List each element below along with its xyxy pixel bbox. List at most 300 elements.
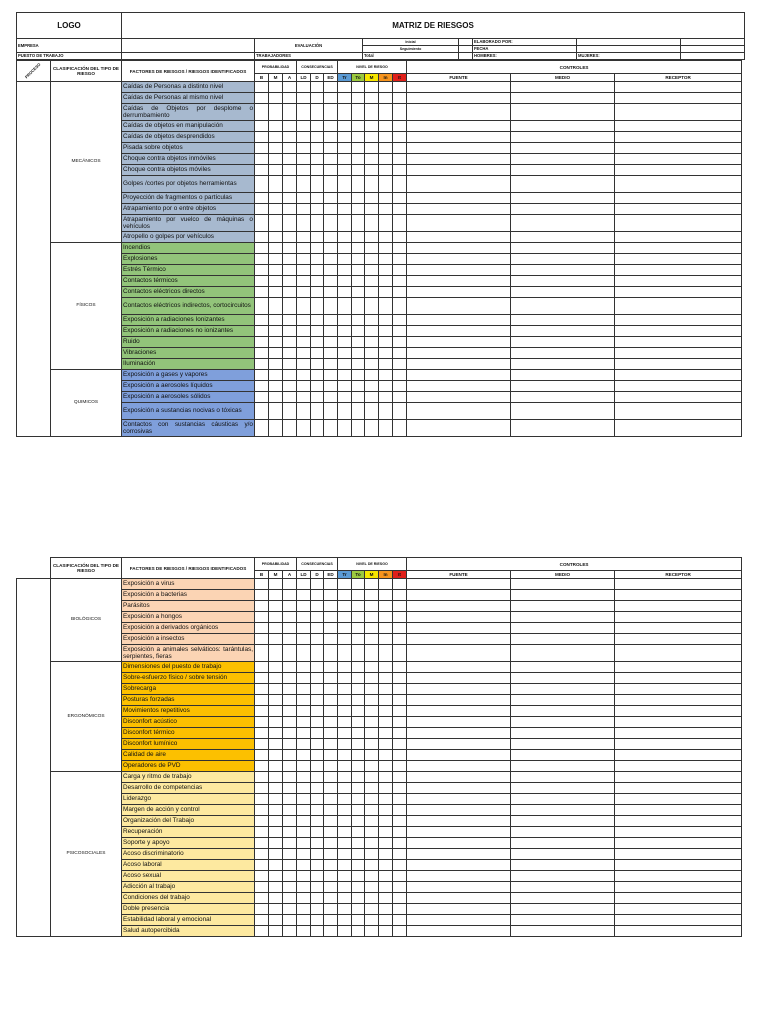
- rating-cell[interactable]: [297, 673, 311, 684]
- rating-cell[interactable]: [365, 215, 379, 232]
- rating-cell[interactable]: [338, 132, 352, 143]
- rating-cell[interactable]: [352, 154, 365, 165]
- rating-cell[interactable]: [283, 104, 297, 121]
- control-medio-cell[interactable]: [511, 623, 615, 634]
- rating-cell[interactable]: [297, 750, 311, 761]
- control-receptor-cell[interactable]: [615, 893, 742, 904]
- rating-cell[interactable]: [269, 728, 283, 739]
- rating-cell[interactable]: [255, 750, 269, 761]
- elaborado-field[interactable]: [577, 39, 681, 46]
- control-fuente-cell[interactable]: [407, 915, 511, 926]
- rating-cell[interactable]: [255, 243, 269, 254]
- rating-cell[interactable]: [365, 143, 379, 154]
- rating-cell[interactable]: [269, 772, 283, 783]
- rating-cell[interactable]: [338, 882, 352, 893]
- rating-cell[interactable]: [297, 871, 311, 882]
- rating-cell[interactable]: [297, 243, 311, 254]
- rating-cell[interactable]: [255, 215, 269, 232]
- rating-cell[interactable]: [311, 590, 324, 601]
- control-receptor-cell[interactable]: [615, 193, 742, 204]
- rating-cell[interactable]: [255, 634, 269, 645]
- control-receptor-cell[interactable]: [615, 104, 742, 121]
- rating-cell[interactable]: [297, 232, 311, 243]
- rating-cell[interactable]: [365, 315, 379, 326]
- rating-cell[interactable]: [297, 326, 311, 337]
- control-receptor-cell[interactable]: [615, 359, 742, 370]
- rating-cell[interactable]: [379, 783, 393, 794]
- rating-cell[interactable]: [379, 254, 393, 265]
- rating-cell[interactable]: [311, 204, 324, 215]
- rating-cell[interactable]: [324, 276, 338, 287]
- rating-cell[interactable]: [379, 750, 393, 761]
- rating-cell[interactable]: [324, 893, 338, 904]
- control-receptor-cell[interactable]: [615, 695, 742, 706]
- rating-cell[interactable]: [255, 794, 269, 805]
- rating-cell[interactable]: [393, 326, 407, 337]
- control-receptor-cell[interactable]: [615, 662, 742, 673]
- control-receptor-cell[interactable]: [615, 420, 742, 437]
- control-receptor-cell[interactable]: [615, 805, 742, 816]
- rating-cell[interactable]: [379, 761, 393, 772]
- rating-cell[interactable]: [365, 893, 379, 904]
- control-receptor-cell[interactable]: [615, 634, 742, 645]
- rating-cell[interactable]: [352, 82, 365, 93]
- rating-cell[interactable]: [311, 849, 324, 860]
- rating-cell[interactable]: [311, 348, 324, 359]
- rating-cell[interactable]: [338, 783, 352, 794]
- rating-cell[interactable]: [283, 849, 297, 860]
- rating-cell[interactable]: [393, 590, 407, 601]
- rating-cell[interactable]: [393, 143, 407, 154]
- rating-cell[interactable]: [338, 634, 352, 645]
- control-medio-cell[interactable]: [511, 243, 615, 254]
- rating-cell[interactable]: [255, 93, 269, 104]
- control-medio-cell[interactable]: [511, 315, 615, 326]
- rating-cell[interactable]: [365, 623, 379, 634]
- control-medio-cell[interactable]: [511, 82, 615, 93]
- rating-cell[interactable]: [379, 579, 393, 590]
- rating-cell[interactable]: [379, 695, 393, 706]
- rating-cell[interactable]: [379, 612, 393, 623]
- rating-cell[interactable]: [297, 359, 311, 370]
- rating-cell[interactable]: [338, 739, 352, 750]
- rating-cell[interactable]: [297, 717, 311, 728]
- rating-cell[interactable]: [311, 232, 324, 243]
- rating-cell[interactable]: [379, 827, 393, 838]
- rating-cell[interactable]: [365, 849, 379, 860]
- rating-cell[interactable]: [338, 684, 352, 695]
- control-receptor-cell[interactable]: [615, 121, 742, 132]
- rating-cell[interactable]: [311, 761, 324, 772]
- rating-cell[interactable]: [393, 838, 407, 849]
- control-receptor-cell[interactable]: [615, 590, 742, 601]
- rating-cell[interactable]: [283, 623, 297, 634]
- rating-cell[interactable]: [324, 827, 338, 838]
- rating-cell[interactable]: [269, 403, 283, 420]
- rating-cell[interactable]: [365, 403, 379, 420]
- rating-cell[interactable]: [255, 882, 269, 893]
- rating-cell[interactable]: [338, 104, 352, 121]
- rating-cell[interactable]: [365, 154, 379, 165]
- control-receptor-cell[interactable]: [615, 612, 742, 623]
- rating-cell[interactable]: [255, 232, 269, 243]
- rating-cell[interactable]: [338, 254, 352, 265]
- rating-cell[interactable]: [324, 750, 338, 761]
- rating-cell[interactable]: [365, 82, 379, 93]
- rating-cell[interactable]: [297, 82, 311, 93]
- rating-cell[interactable]: [365, 904, 379, 915]
- control-medio-cell[interactable]: [511, 154, 615, 165]
- rating-cell[interactable]: [365, 634, 379, 645]
- rating-cell[interactable]: [379, 82, 393, 93]
- rating-cell[interactable]: [297, 193, 311, 204]
- rating-cell[interactable]: [379, 215, 393, 232]
- rating-cell[interactable]: [255, 420, 269, 437]
- control-receptor-cell[interactable]: [615, 904, 742, 915]
- rating-cell[interactable]: [352, 662, 365, 673]
- control-fuente-cell[interactable]: [407, 93, 511, 104]
- rating-cell[interactable]: [352, 232, 365, 243]
- rating-cell[interactable]: [311, 860, 324, 871]
- rating-cell[interactable]: [338, 860, 352, 871]
- rating-cell[interactable]: [379, 805, 393, 816]
- rating-cell[interactable]: [324, 265, 338, 276]
- rating-cell[interactable]: [255, 926, 269, 937]
- rating-cell[interactable]: [379, 684, 393, 695]
- rating-cell[interactable]: [311, 392, 324, 403]
- rating-cell[interactable]: [352, 717, 365, 728]
- rating-cell[interactable]: [393, 860, 407, 871]
- rating-cell[interactable]: [311, 827, 324, 838]
- rating-cell[interactable]: [269, 838, 283, 849]
- rating-cell[interactable]: [269, 612, 283, 623]
- rating-cell[interactable]: [379, 772, 393, 783]
- rating-cell[interactable]: [393, 783, 407, 794]
- rating-cell[interactable]: [311, 287, 324, 298]
- rating-cell[interactable]: [324, 623, 338, 634]
- control-fuente-cell[interactable]: [407, 662, 511, 673]
- control-receptor-cell[interactable]: [615, 645, 742, 662]
- control-receptor-cell[interactable]: [615, 165, 742, 176]
- rating-cell[interactable]: [297, 176, 311, 193]
- rating-cell[interactable]: [365, 882, 379, 893]
- rating-cell[interactable]: [393, 337, 407, 348]
- rating-cell[interactable]: [352, 706, 365, 717]
- control-medio-cell[interactable]: [511, 739, 615, 750]
- control-fuente-cell[interactable]: [407, 359, 511, 370]
- control-medio-cell[interactable]: [511, 695, 615, 706]
- control-fuente-cell[interactable]: [407, 684, 511, 695]
- rating-cell[interactable]: [283, 403, 297, 420]
- rating-cell[interactable]: [365, 254, 379, 265]
- rating-cell[interactable]: [379, 276, 393, 287]
- control-fuente-cell[interactable]: [407, 728, 511, 739]
- rating-cell[interactable]: [379, 706, 393, 717]
- rating-cell[interactable]: [255, 254, 269, 265]
- rating-cell[interactable]: [297, 684, 311, 695]
- rating-cell[interactable]: [283, 420, 297, 437]
- rating-cell[interactable]: [311, 882, 324, 893]
- control-receptor-cell[interactable]: [615, 82, 742, 93]
- rating-cell[interactable]: [393, 849, 407, 860]
- rating-cell[interactable]: [393, 359, 407, 370]
- rating-cell[interactable]: [324, 915, 338, 926]
- rating-cell[interactable]: [393, 717, 407, 728]
- rating-cell[interactable]: [365, 579, 379, 590]
- rating-cell[interactable]: [338, 315, 352, 326]
- rating-cell[interactable]: [352, 337, 365, 348]
- rating-cell[interactable]: [379, 849, 393, 860]
- rating-cell[interactable]: [352, 254, 365, 265]
- rating-cell[interactable]: [379, 623, 393, 634]
- control-fuente-cell[interactable]: [407, 590, 511, 601]
- rating-cell[interactable]: [352, 904, 365, 915]
- rating-cell[interactable]: [393, 298, 407, 315]
- control-fuente-cell[interactable]: [407, 337, 511, 348]
- rating-cell[interactable]: [283, 265, 297, 276]
- rating-cell[interactable]: [365, 662, 379, 673]
- rating-cell[interactable]: [365, 783, 379, 794]
- rating-cell[interactable]: [311, 265, 324, 276]
- rating-cell[interactable]: [255, 359, 269, 370]
- rating-cell[interactable]: [255, 871, 269, 882]
- rating-cell[interactable]: [338, 612, 352, 623]
- rating-cell[interactable]: [324, 121, 338, 132]
- rating-cell[interactable]: [283, 121, 297, 132]
- rating-cell[interactable]: [255, 783, 269, 794]
- rating-cell[interactable]: [324, 287, 338, 298]
- rating-cell[interactable]: [255, 337, 269, 348]
- rating-cell[interactable]: [297, 783, 311, 794]
- control-medio-cell[interactable]: [511, 612, 615, 623]
- control-receptor-cell[interactable]: [615, 326, 742, 337]
- rating-cell[interactable]: [338, 695, 352, 706]
- rating-cell[interactable]: [311, 381, 324, 392]
- rating-cell[interactable]: [311, 193, 324, 204]
- rating-cell[interactable]: [324, 662, 338, 673]
- rating-cell[interactable]: [324, 193, 338, 204]
- control-receptor-cell[interactable]: [615, 232, 742, 243]
- rating-cell[interactable]: [393, 287, 407, 298]
- rating-cell[interactable]: [365, 860, 379, 871]
- rating-cell[interactable]: [297, 370, 311, 381]
- rating-cell[interactable]: [283, 204, 297, 215]
- rating-cell[interactable]: [255, 904, 269, 915]
- rating-cell[interactable]: [352, 827, 365, 838]
- rating-cell[interactable]: [297, 392, 311, 403]
- rating-cell[interactable]: [365, 204, 379, 215]
- control-fuente-cell[interactable]: [407, 805, 511, 816]
- rating-cell[interactable]: [283, 706, 297, 717]
- control-fuente-cell[interactable]: [407, 838, 511, 849]
- rating-cell[interactable]: [393, 805, 407, 816]
- control-receptor-cell[interactable]: [615, 673, 742, 684]
- rating-cell[interactable]: [379, 634, 393, 645]
- rating-cell[interactable]: [297, 706, 311, 717]
- rating-cell[interactable]: [324, 904, 338, 915]
- control-fuente-cell[interactable]: [407, 871, 511, 882]
- rating-cell[interactable]: [269, 193, 283, 204]
- control-medio-cell[interactable]: [511, 816, 615, 827]
- rating-cell[interactable]: [324, 132, 338, 143]
- rating-cell[interactable]: [311, 176, 324, 193]
- rating-cell[interactable]: [255, 121, 269, 132]
- rating-cell[interactable]: [338, 590, 352, 601]
- rating-cell[interactable]: [283, 370, 297, 381]
- rating-cell[interactable]: [269, 420, 283, 437]
- control-fuente-cell[interactable]: [407, 381, 511, 392]
- rating-cell[interactable]: [379, 893, 393, 904]
- rating-cell[interactable]: [352, 315, 365, 326]
- control-medio-cell[interactable]: [511, 176, 615, 193]
- control-receptor-cell[interactable]: [615, 265, 742, 276]
- rating-cell[interactable]: [338, 82, 352, 93]
- rating-cell[interactable]: [297, 805, 311, 816]
- control-medio-cell[interactable]: [511, 326, 615, 337]
- rating-cell[interactable]: [324, 645, 338, 662]
- rating-cell[interactable]: [255, 579, 269, 590]
- rating-cell[interactable]: [269, 673, 283, 684]
- control-receptor-cell[interactable]: [615, 728, 742, 739]
- rating-cell[interactable]: [297, 761, 311, 772]
- rating-cell[interactable]: [311, 143, 324, 154]
- rating-cell[interactable]: [297, 287, 311, 298]
- rating-cell[interactable]: [338, 93, 352, 104]
- rating-cell[interactable]: [269, 232, 283, 243]
- rating-cell[interactable]: [352, 772, 365, 783]
- rating-cell[interactable]: [393, 121, 407, 132]
- rating-cell[interactable]: [269, 860, 283, 871]
- rating-cell[interactable]: [365, 728, 379, 739]
- rating-cell[interactable]: [255, 370, 269, 381]
- rating-cell[interactable]: [352, 265, 365, 276]
- control-medio-cell[interactable]: [511, 904, 615, 915]
- rating-cell[interactable]: [269, 623, 283, 634]
- control-receptor-cell[interactable]: [615, 204, 742, 215]
- control-fuente-cell[interactable]: [407, 623, 511, 634]
- rating-cell[interactable]: [269, 579, 283, 590]
- rating-cell[interactable]: [379, 265, 393, 276]
- rating-cell[interactable]: [379, 154, 393, 165]
- rating-cell[interactable]: [352, 420, 365, 437]
- rating-cell[interactable]: [379, 121, 393, 132]
- rating-cell[interactable]: [338, 827, 352, 838]
- rating-cell[interactable]: [352, 348, 365, 359]
- rating-cell[interactable]: [393, 695, 407, 706]
- rating-cell[interactable]: [365, 298, 379, 315]
- rating-cell[interactable]: [283, 165, 297, 176]
- rating-cell[interactable]: [324, 772, 338, 783]
- control-receptor-cell[interactable]: [615, 276, 742, 287]
- control-fuente-cell[interactable]: [407, 926, 511, 937]
- total-field[interactable]: [459, 53, 473, 60]
- rating-cell[interactable]: [324, 860, 338, 871]
- rating-cell[interactable]: [283, 254, 297, 265]
- rating-cell[interactable]: [283, 761, 297, 772]
- rating-cell[interactable]: [324, 761, 338, 772]
- control-receptor-cell[interactable]: [615, 623, 742, 634]
- control-fuente-cell[interactable]: [407, 827, 511, 838]
- rating-cell[interactable]: [297, 794, 311, 805]
- rating-cell[interactable]: [379, 816, 393, 827]
- rating-cell[interactable]: [297, 143, 311, 154]
- rating-cell[interactable]: [393, 827, 407, 838]
- rating-cell[interactable]: [352, 750, 365, 761]
- control-fuente-cell[interactable]: [407, 634, 511, 645]
- rating-cell[interactable]: [283, 645, 297, 662]
- rating-cell[interactable]: [352, 849, 365, 860]
- rating-cell[interactable]: [352, 579, 365, 590]
- rating-cell[interactable]: [393, 645, 407, 662]
- rating-cell[interactable]: [393, 403, 407, 420]
- rating-cell[interactable]: [379, 370, 393, 381]
- rating-cell[interactable]: [352, 165, 365, 176]
- rating-cell[interactable]: [311, 739, 324, 750]
- rating-cell[interactable]: [365, 695, 379, 706]
- rating-cell[interactable]: [324, 695, 338, 706]
- control-fuente-cell[interactable]: [407, 104, 511, 121]
- rating-cell[interactable]: [338, 706, 352, 717]
- rating-cell[interactable]: [338, 717, 352, 728]
- rating-cell[interactable]: [269, 204, 283, 215]
- rating-cell[interactable]: [365, 673, 379, 684]
- rating-cell[interactable]: [379, 359, 393, 370]
- rating-cell[interactable]: [283, 132, 297, 143]
- rating-cell[interactable]: [324, 370, 338, 381]
- rating-cell[interactable]: [283, 794, 297, 805]
- rating-cell[interactable]: [352, 298, 365, 315]
- control-fuente-cell[interactable]: [407, 882, 511, 893]
- rating-cell[interactable]: [297, 882, 311, 893]
- rating-cell[interactable]: [324, 816, 338, 827]
- rating-cell[interactable]: [269, 381, 283, 392]
- rating-cell[interactable]: [379, 315, 393, 326]
- rating-cell[interactable]: [379, 882, 393, 893]
- rating-cell[interactable]: [283, 893, 297, 904]
- rating-cell[interactable]: [352, 783, 365, 794]
- rating-cell[interactable]: [283, 579, 297, 590]
- rating-cell[interactable]: [297, 381, 311, 392]
- control-fuente-cell[interactable]: [407, 783, 511, 794]
- rating-cell[interactable]: [283, 337, 297, 348]
- rating-cell[interactable]: [365, 871, 379, 882]
- rating-cell[interactable]: [297, 265, 311, 276]
- rating-cell[interactable]: [393, 381, 407, 392]
- rating-cell[interactable]: [297, 915, 311, 926]
- rating-cell[interactable]: [365, 794, 379, 805]
- control-fuente-cell[interactable]: [407, 860, 511, 871]
- control-receptor-cell[interactable]: [615, 772, 742, 783]
- rating-cell[interactable]: [393, 706, 407, 717]
- rating-cell[interactable]: [297, 93, 311, 104]
- rating-cell[interactable]: [255, 381, 269, 392]
- rating-cell[interactable]: [338, 849, 352, 860]
- control-fuente-cell[interactable]: [407, 579, 511, 590]
- rating-cell[interactable]: [255, 204, 269, 215]
- rating-cell[interactable]: [297, 298, 311, 315]
- rating-cell[interactable]: [365, 761, 379, 772]
- rating-cell[interactable]: [393, 204, 407, 215]
- rating-cell[interactable]: [352, 132, 365, 143]
- rating-cell[interactable]: [338, 893, 352, 904]
- rating-cell[interactable]: [352, 243, 365, 254]
- rating-cell[interactable]: [269, 783, 283, 794]
- control-receptor-cell[interactable]: [615, 370, 742, 381]
- rating-cell[interactable]: [379, 420, 393, 437]
- rating-cell[interactable]: [393, 93, 407, 104]
- rating-cell[interactable]: [338, 772, 352, 783]
- control-medio-cell[interactable]: [511, 193, 615, 204]
